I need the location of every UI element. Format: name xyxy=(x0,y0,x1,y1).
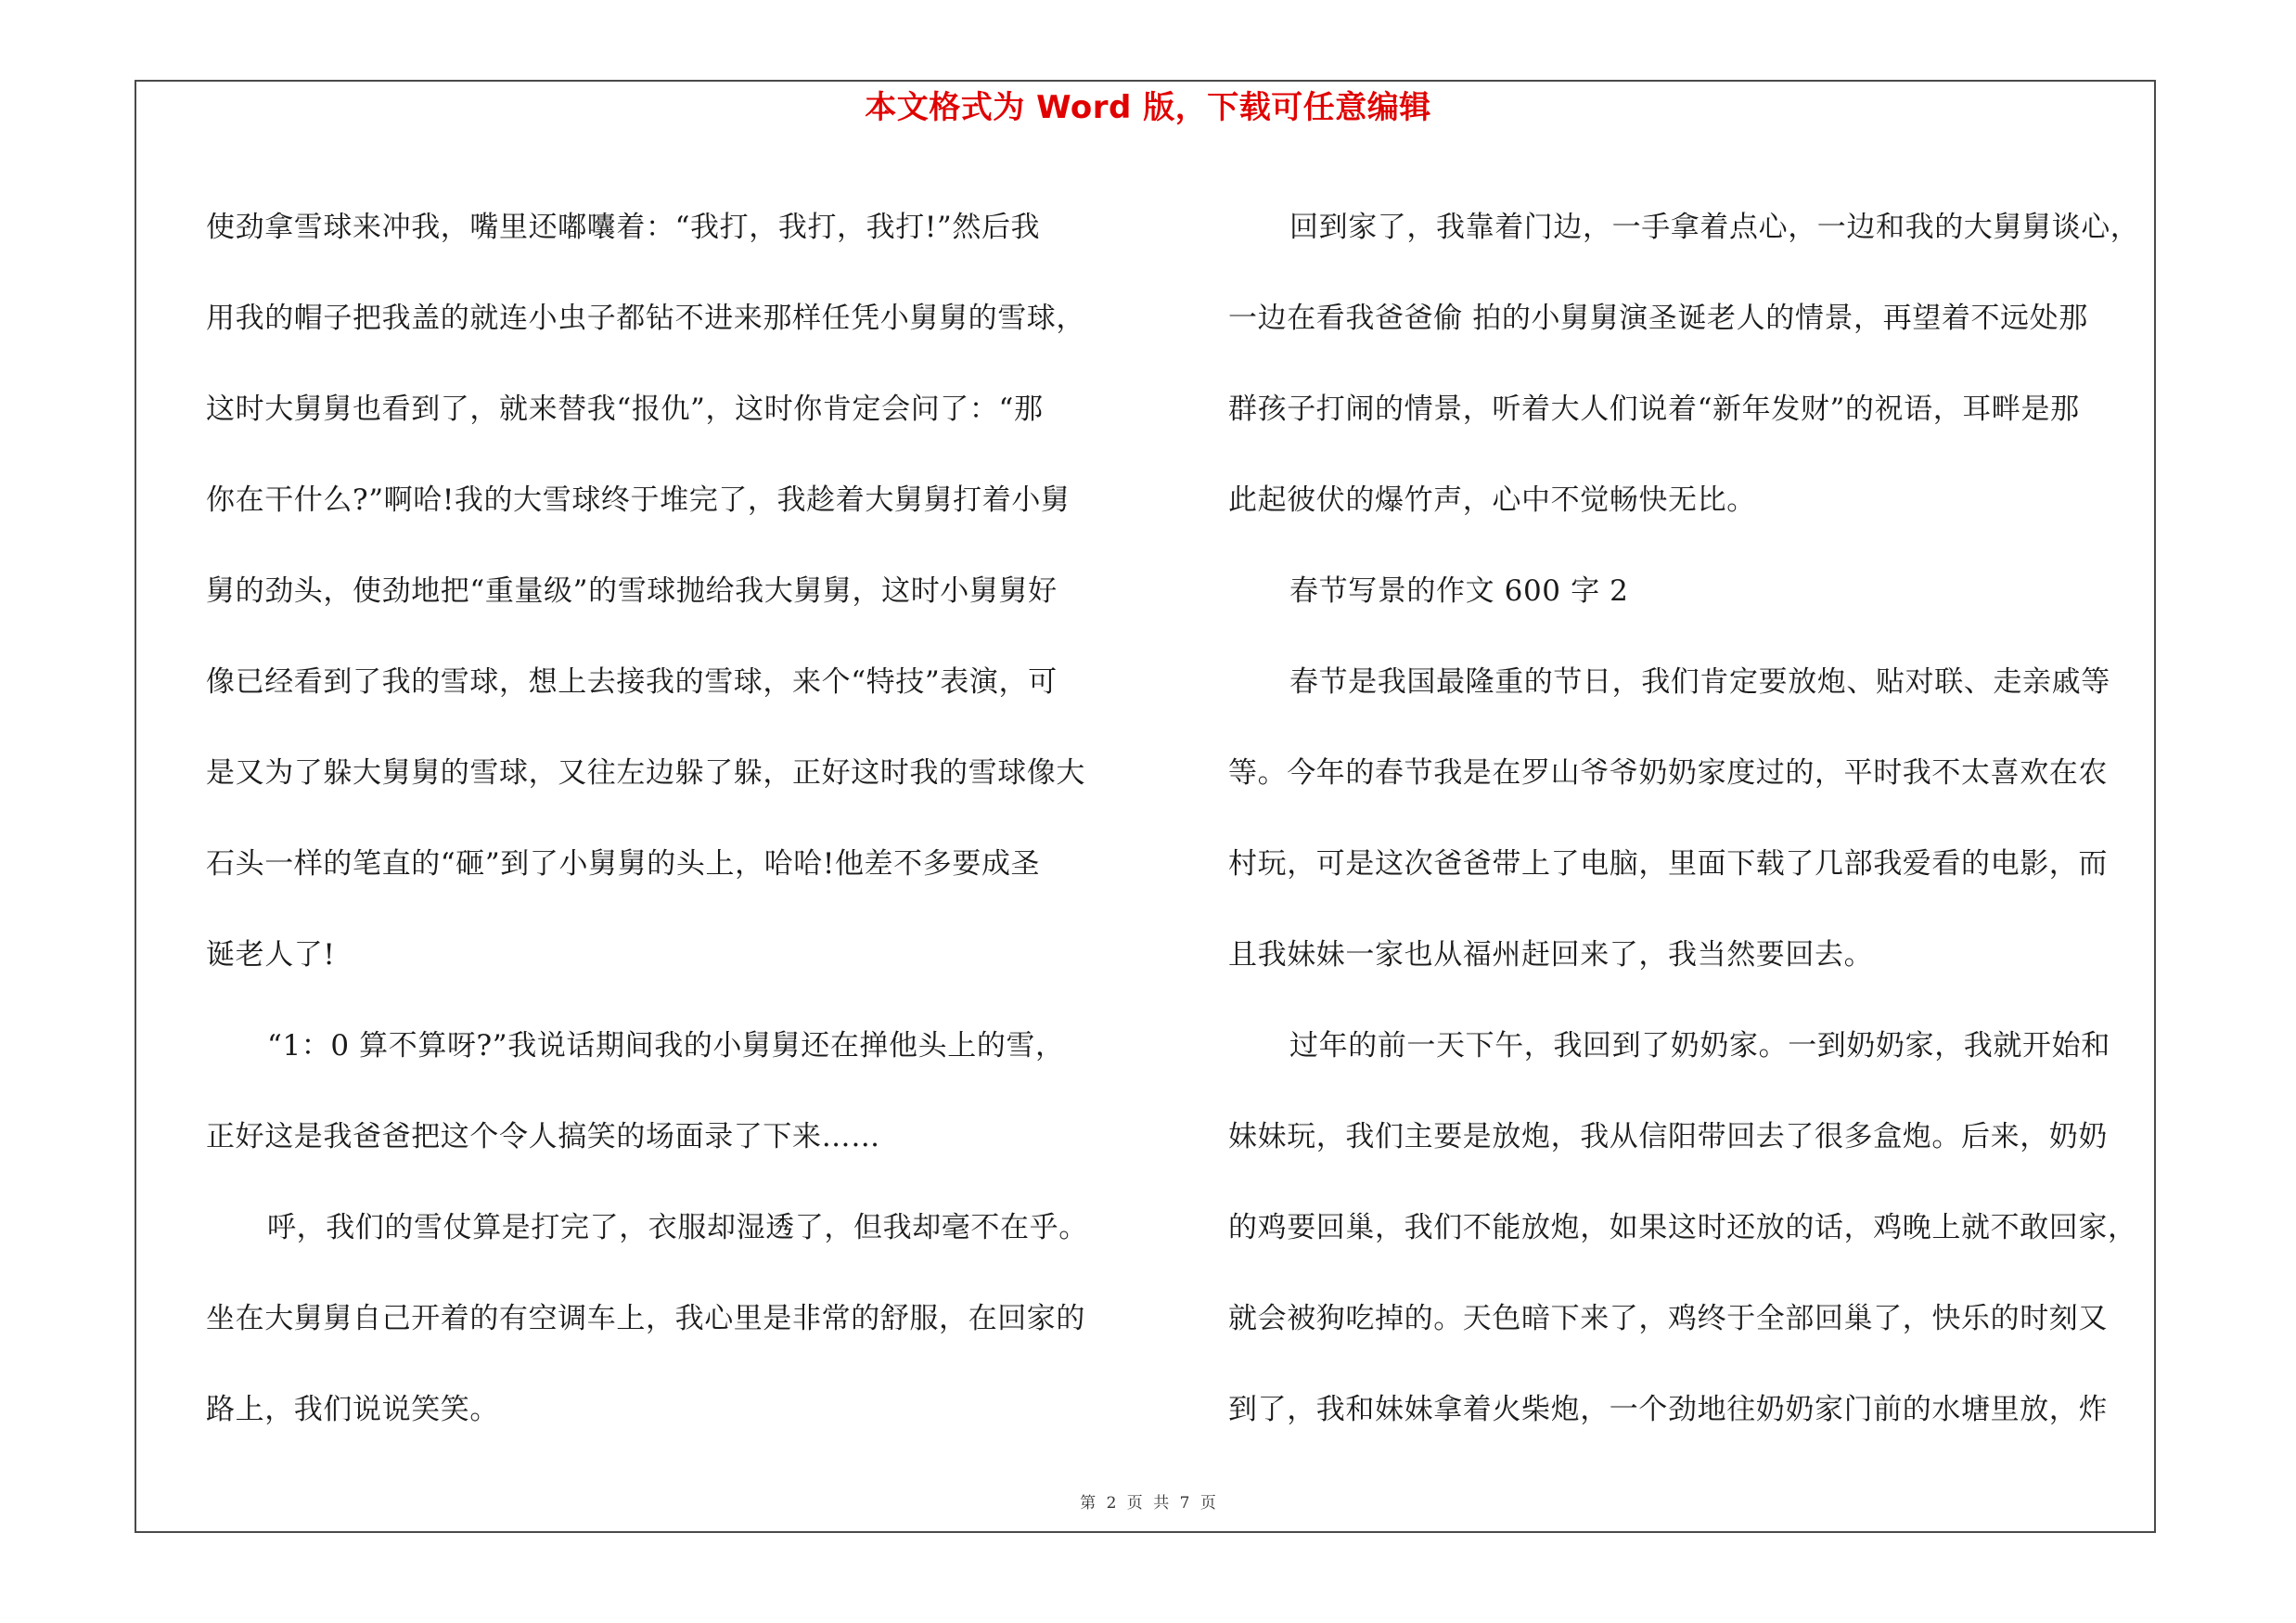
text-line: 的鸡要回巢，我们不能放炮，如果这时还放的话，鸡晚上就不敢回家， xyxy=(1228,1211,2137,1244)
text-line: 回到家了，我靠着门边，一手拿着点心，一边和我的大舅舅谈心， xyxy=(1289,211,2140,244)
text-line: “1：0 算不算呀?”我说话期间我的小舅舅还在掸他头上的雪， xyxy=(267,1029,1065,1063)
text-line: 就会被狗吃掉的。天色暗下来了，鸡终于全部回巢了，快乐的时刻又 xyxy=(1228,1302,2108,1335)
text-line: 春节写景的作文 600 字 2 xyxy=(1289,574,1629,608)
right-text-column xyxy=(1228,182,2156,1455)
text-line: 像已经看到了我的雪球，想上去接我的雪球，来个“特技”表演，可 xyxy=(206,665,1058,699)
text-line: 等。今年的春节我是在罗山爷爷奶奶家度过的，平时我不太喜欢在农 xyxy=(1228,756,2108,790)
text-line: 且我妹妹一家也从福州赶回来了，我当然要回去。 xyxy=(1228,938,1874,972)
text-line: 正好这是我爸爸把这个令人搞笑的场面录了下来…… xyxy=(206,1120,880,1153)
text-line: 村玩，可是这次爸爸带上了电脑，里面下载了几部我爱看的电影，而 xyxy=(1228,847,2108,881)
text-line: 石头一样的笔直的“砸”到了小舅舅的头上，哈哈!他差不多要成圣 xyxy=(206,847,1041,881)
text-line: 你在干什么?”啊哈!我的大雪球终于堆完了，我趁着大舅舅打着小舅 xyxy=(206,483,1071,517)
text-line: 到了，我和妹妹拿着火柴炮，一个劲地往奶奶家门前的水塘里放，炸 xyxy=(1228,1393,2108,1426)
text-line: 舅的劲头，使劲地把“重量级”的雪球抛给我大舅舅，这时小舅舅好 xyxy=(206,574,1058,608)
text-line: 妹妹玩，我们主要是放炮，我从信阳带回去了很多盒炮。后来，奶奶 xyxy=(1228,1120,2108,1153)
text-line: 春节是我国最隆重的节日，我们肯定要放炮、贴对联、走亲戚等 xyxy=(1289,665,2110,699)
text-line: 坐在大舅舅自己开着的有空调车上，我心里是非常的舒服，在回家的 xyxy=(206,1302,1085,1335)
text-line: 过年的前一天下午，我回到了奶奶家。一到奶奶家，我就开始和 xyxy=(1289,1029,2110,1063)
text-line: 这时大舅舅也看到了，就来替我“报仇”，这时你肯定会问了：“那 xyxy=(206,393,1044,426)
text-line: 用我的帽子把我盖的就连小虫子都钻不进来那样任凭小舅舅的雪球， xyxy=(206,302,1085,335)
text-line: 是又为了躲大舅舅的雪球，又往左边躲了躲，正好这时我的雪球像大 xyxy=(206,756,1085,790)
left-text-column xyxy=(206,182,1143,1455)
text-line: 一边在看我爸爸偷 拍的小舅舅演圣诞老人的情景，再望着不远处那 xyxy=(1228,302,2088,335)
document-banner: 本文格式为 Word 版，下载可任意编辑 xyxy=(865,89,1431,126)
text-line: 路上，我们说说笑笑。 xyxy=(206,1393,499,1426)
page-number-footer: 第 2 页 共 7 页 xyxy=(1080,1494,1216,1513)
text-line: 呼，我们的雪仗算是打完了，衣服却湿透了，但我却毫不在乎。 xyxy=(267,1211,1088,1244)
text-line: 此起彼伏的爆竹声，心中不觉畅快无比。 xyxy=(1228,483,1756,517)
text-line: 诞老人了! xyxy=(206,938,336,972)
text-line: 使劲拿雪球来冲我，嘴里还嘟囔着：“我打，我打，我打!”然后我 xyxy=(206,211,1041,244)
text-line: 群孩子打闹的情景，听着大人们说着“新年发财”的祝语，耳畔是那 xyxy=(1228,393,2080,426)
